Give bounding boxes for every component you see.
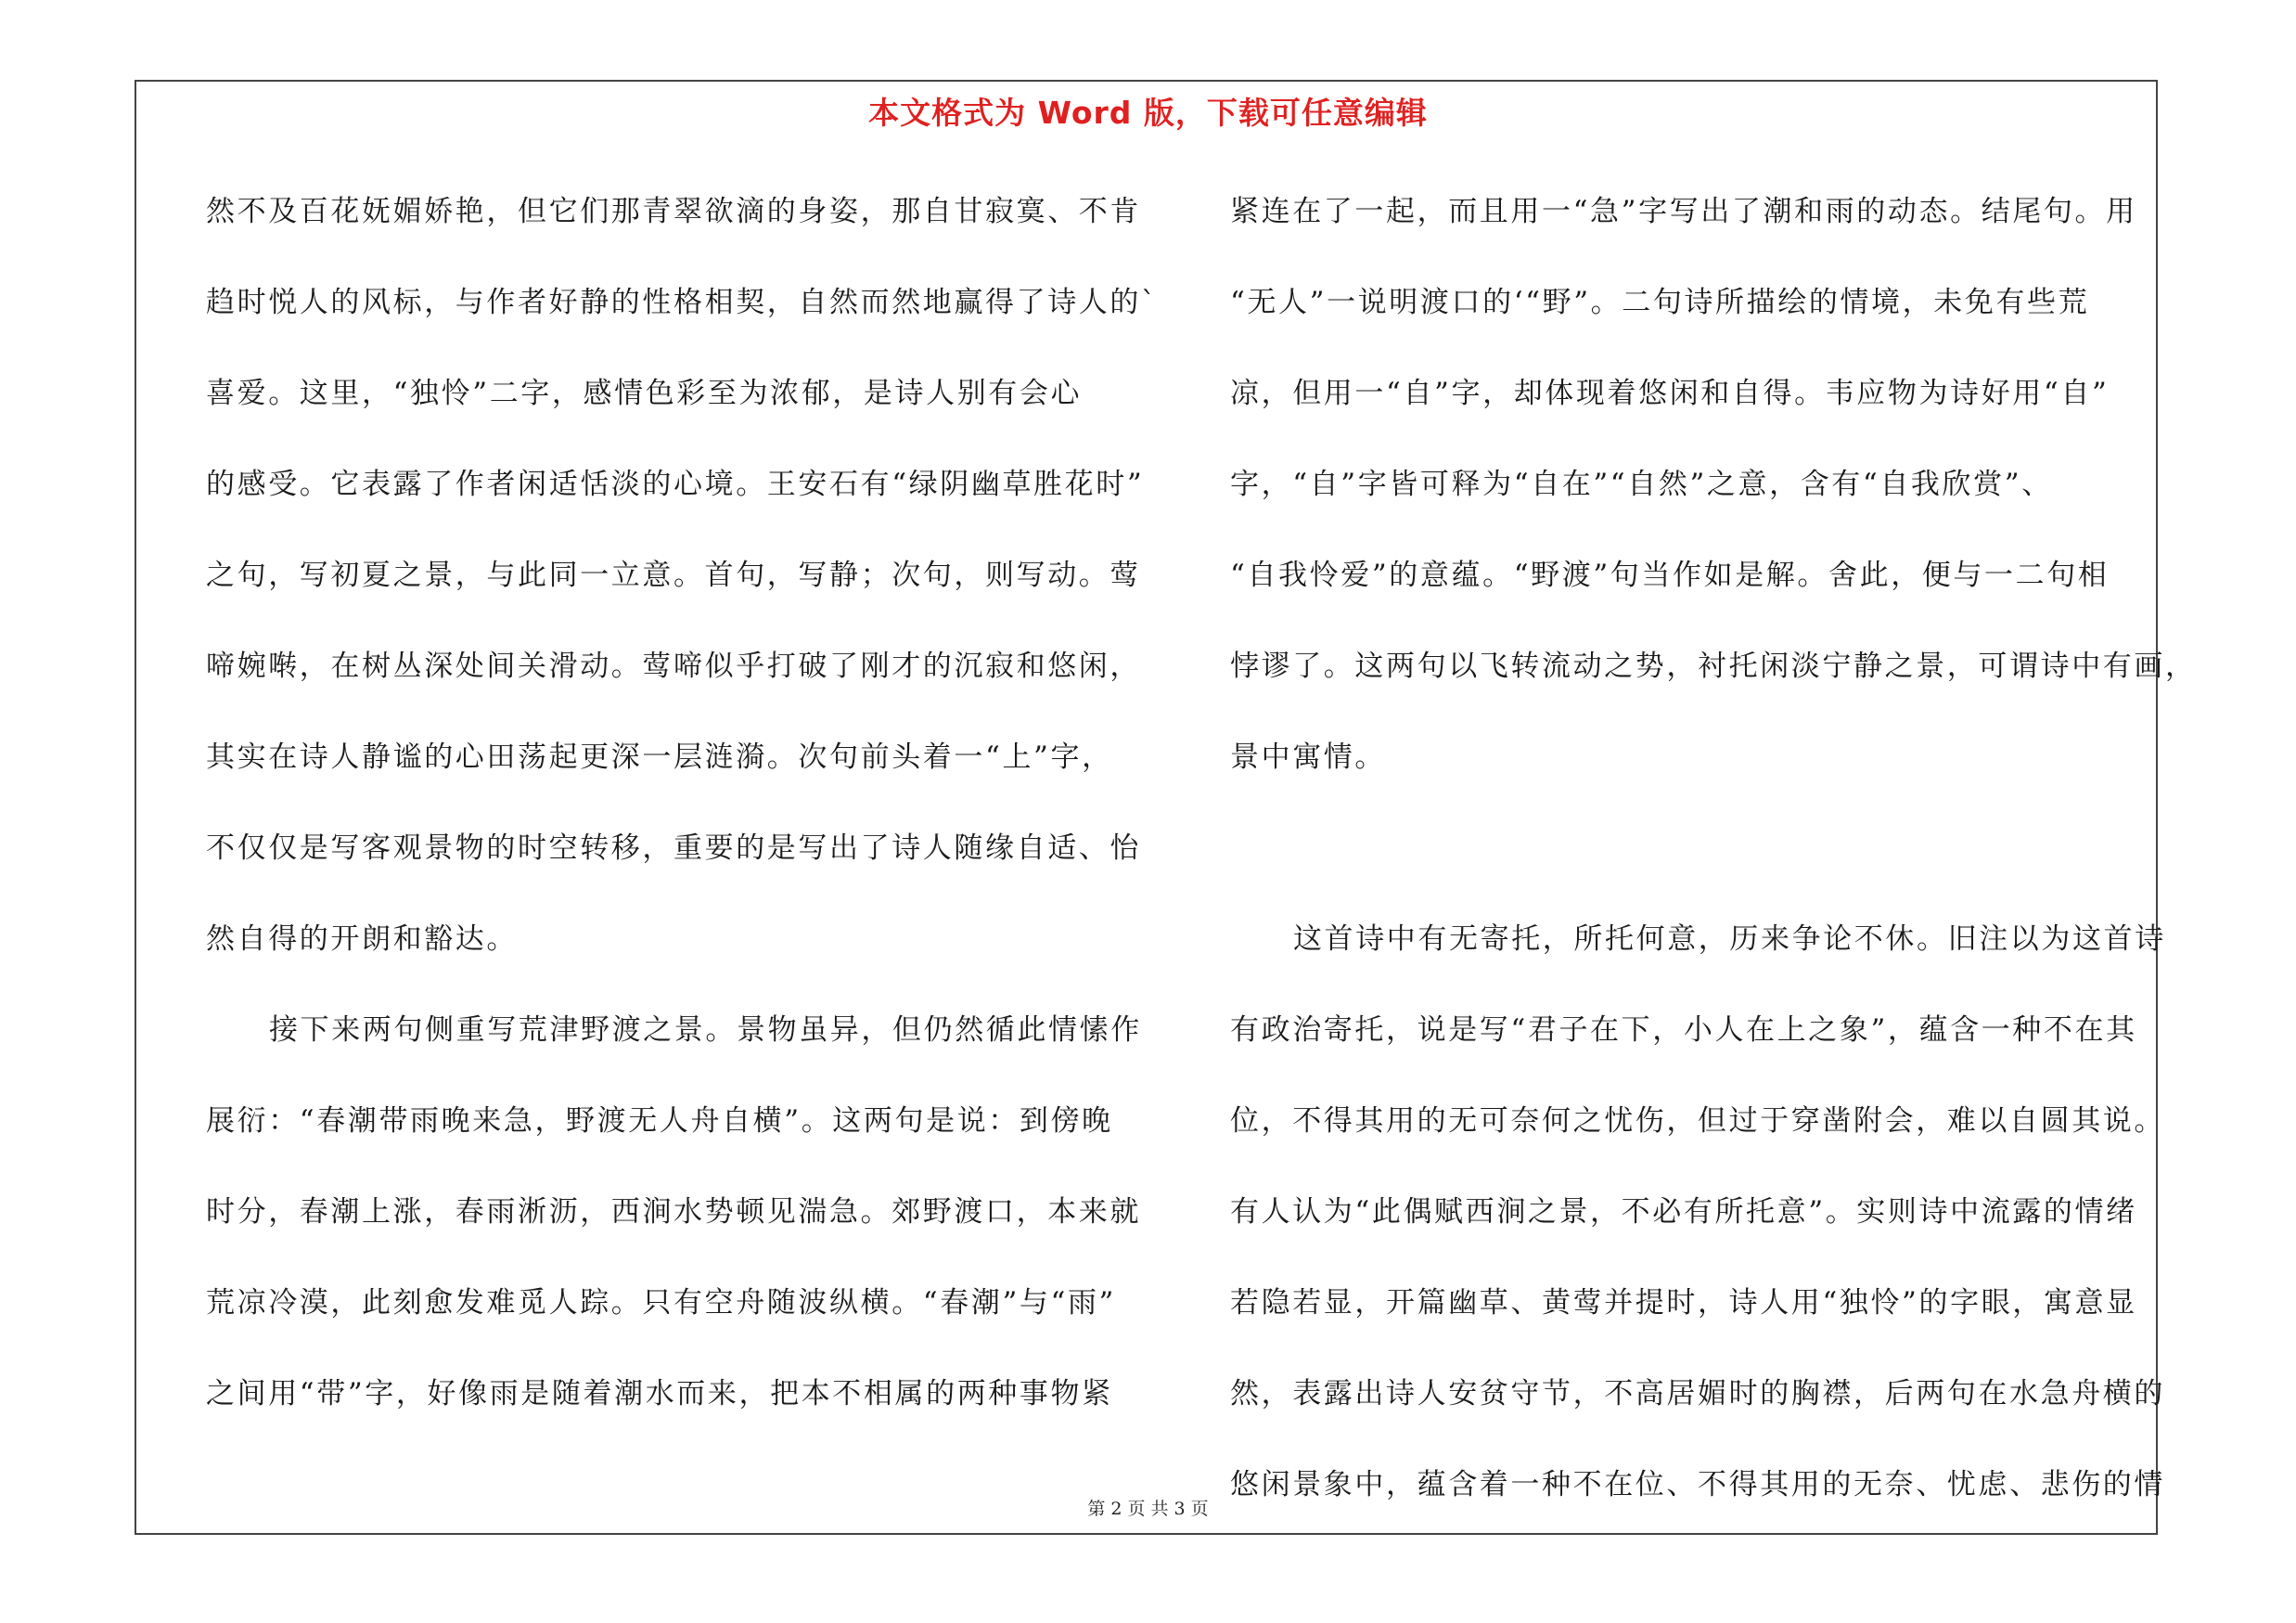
paragraph-first-line: 接下来两句侧重写荒津野渡之景。景物虽异，但仍然循此情愫作: [269, 1013, 1142, 1047]
text-line: 紧连在了一起，而且用一“急”字写出了潮和雨的动态。结尾句。用: [1230, 195, 2137, 228]
text-line: 其实在诗人静谧的心田荡起更深一层涟漪。次句前头着一“上”字，: [206, 741, 1113, 774]
text-line: 之间用“带”字，好像雨是随着潮水而来，把本不相属的两种事物紧: [206, 1377, 1113, 1410]
text-line: 悠闲景象中，蕴含着一种不在位、不得其用的无奈、忧虑、悲伤的情: [1230, 1468, 2165, 1501]
text-line: 喜爱。这里，“独怜”二字，感情色彩至为浓郁，是诗人别有会心: [206, 377, 1083, 410]
text-line: 然自得的开朗和豁达。: [206, 922, 518, 956]
text-line: “自我怜爱”的意蕴。“野渡”句当作如是解。舍此，便与一二句相: [1230, 559, 2110, 592]
page-number-footer: 第 2 页 共 3 页: [1087, 1499, 1209, 1519]
text-line: 凉，但用一“自”字，却体现着悠闲和自得。韦应物为诗好用“自”: [1230, 377, 2110, 410]
text-line: 啼婉啭，在树丛深处间关滑动。莺啼似乎打破了刚才的沉寂和悠闲，: [206, 650, 1141, 683]
format-banner: 本文格式为 Word 版，下载可任意编辑: [868, 95, 1428, 131]
text-line: 的感受。它表露了作者闲适恬淡的心境。王安石有“绿阴幽草胜花时”: [206, 468, 1145, 501]
text-line: 悖谬了。这两句以飞转流动之势，衬托闲淡宁静之景，可谓诗中有画，: [1230, 650, 2197, 683]
text-line: 展衍：“春潮带雨晚来急，野渡无人舟自横”。这两句是说：到傍晚: [206, 1104, 1113, 1138]
text-line: 时分，春潮上涨，春雨淅沥，西涧水势顿见湍急。郊野渡口，本来就: [206, 1195, 1141, 1229]
text-line: 然不及百花妩媚娇艳，但它们那青翠欲滴的身姿，那自甘寂寞、不肯: [206, 195, 1141, 228]
left-text-column: [206, 184, 1159, 1457]
text-line: 景中寓情。: [1230, 741, 1386, 774]
text-line: 不仅仅是写客观景物的时空转移，重要的是写出了诗人随缘自适、怡: [206, 831, 1141, 865]
text-line: 趋时悦人的风标，与作者好静的性格相契，自然而然地赢得了诗人的`: [206, 286, 1159, 319]
text-line: “无人”一说明渡口的‘“野”。二句诗所描绘的情境，未免有些荒: [1230, 286, 2090, 319]
text-line: 荒凉冷漠，此刻愈发难觅人踪。只有空舟随波纵横。“春潮”与“雨”: [206, 1286, 1116, 1320]
text-line: 字，“自”字皆可释为“自在”“自然”之意，含有“自我欣赏”、: [1230, 468, 2053, 501]
text-line: 位，不得其用的无可奈何之忧伤，但过于穿凿附会，难以自圆其说。: [1230, 1104, 2165, 1138]
text-line: 有人认为“此偶赋西涧之景，不必有所托意”。实则诗中流露的情绪: [1230, 1195, 2137, 1229]
paragraph-first-line: 这首诗中有无寄托，所托何意，历来争论不休。旧注以为这首诗: [1293, 922, 2166, 956]
text-line: 之句，写初夏之景，与此同一立意。首句，写静；次句，则写动。莺: [206, 559, 1141, 592]
right-text-column: [1230, 184, 2197, 1548]
text-line: 若隐若显，开篇幽草、黄莺并提时，诗人用“独怜”的字眼，寓意显: [1230, 1286, 2137, 1320]
text-line: 有政治寄托，说是写“君子在下，小人在上之象”，蕴含一种不在其: [1230, 1013, 2137, 1047]
text-line: 然，表露出诗人安贫守节，不高居媚时的胸襟，后两句在水急舟横的: [1230, 1377, 2165, 1410]
blank-line: [1230, 820, 2167, 911]
